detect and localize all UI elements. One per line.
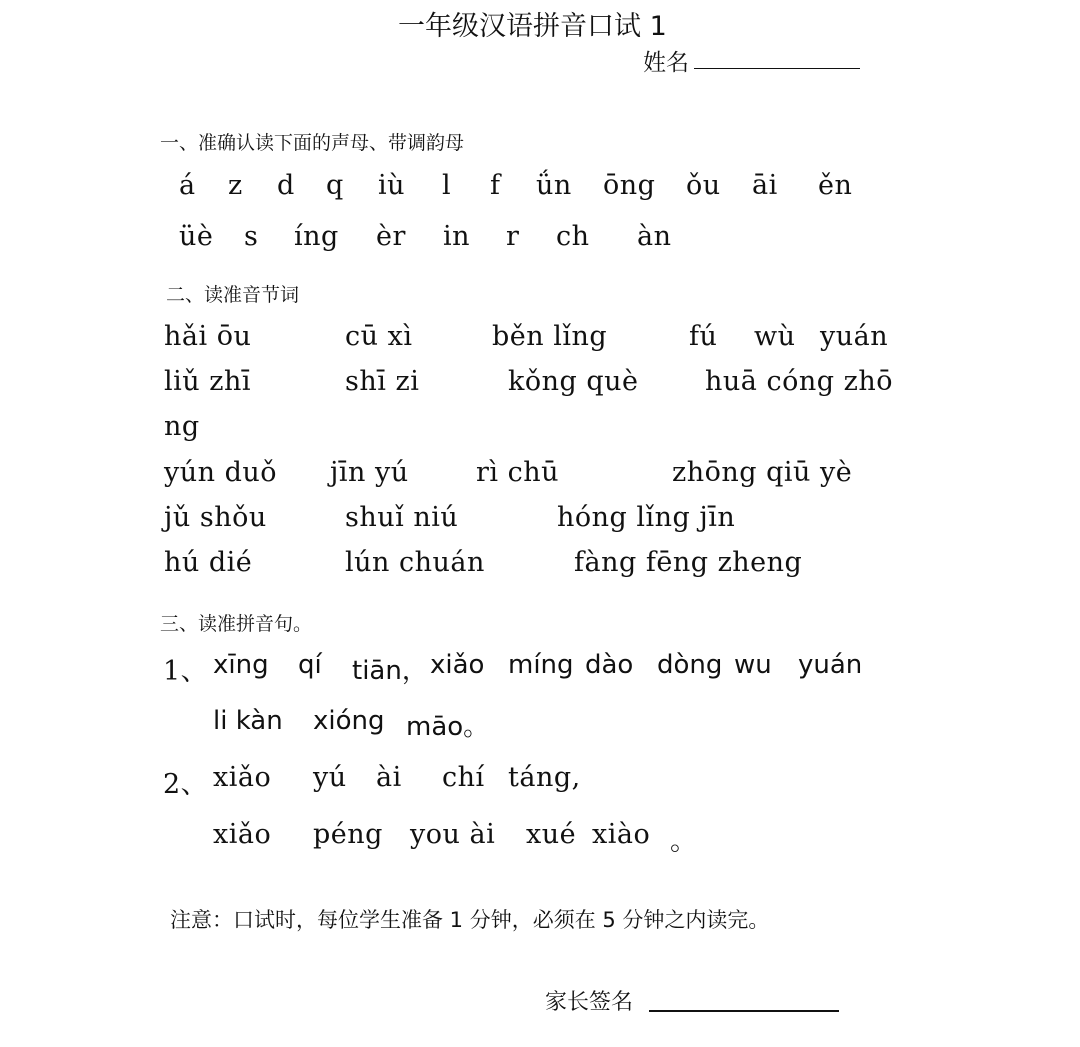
s1-r2-item: íng bbox=[294, 221, 339, 252]
s2-word: kǒng què bbox=[508, 366, 639, 397]
s3-syllable: xiǎo bbox=[430, 650, 485, 680]
s3-syllable: dào bbox=[585, 650, 634, 680]
s3-syllable: xióng bbox=[313, 706, 385, 736]
s2-word: liǔ zhī bbox=[164, 366, 251, 397]
s1-r1-item: l bbox=[442, 170, 452, 201]
s3-syllable: chí bbox=[442, 762, 485, 793]
s1-r2-item: in bbox=[443, 221, 471, 252]
section3-heading: 三、读准拼音句。 bbox=[160, 613, 313, 635]
s1-r1-item: á bbox=[179, 170, 196, 201]
s3-syllable: xiào bbox=[592, 819, 651, 850]
s2-word: lún chuán bbox=[345, 547, 485, 578]
s2-word: shuǐ niú bbox=[345, 502, 459, 533]
page-title: 一年级汉语拼音口试 1 bbox=[398, 11, 667, 42]
s3-syllable: tiān， bbox=[352, 656, 428, 686]
parent-sign-blank-line bbox=[649, 1010, 839, 1012]
s3-syllable: xiǎo bbox=[213, 762, 272, 793]
section1-heading: 一、准确认读下面的声母、带调韵母 bbox=[160, 132, 465, 154]
s1-r2-item: èr bbox=[376, 221, 406, 252]
s1-r2-item: r bbox=[506, 221, 520, 252]
s3-syllable: yuán bbox=[798, 650, 863, 680]
s1-r1-item: f bbox=[490, 170, 501, 201]
s1-r1-item: iù bbox=[378, 170, 406, 201]
s2-word: wù bbox=[754, 321, 796, 352]
s2-word: ng bbox=[164, 411, 200, 442]
s2-word: huā cóng zhō bbox=[705, 366, 893, 397]
s2-word: jīn yú bbox=[330, 457, 409, 488]
s3-syllable: táng, bbox=[508, 762, 581, 793]
s2-word: shī zi bbox=[345, 366, 420, 397]
s3-syllable: xué bbox=[526, 819, 577, 850]
name-blank-line bbox=[694, 68, 860, 69]
s2-word: cū xì bbox=[345, 321, 413, 352]
s2-word: yuán bbox=[820, 321, 889, 352]
s1-r1-item: ěn bbox=[818, 170, 853, 201]
s2-word: hǎi ōu bbox=[164, 321, 252, 352]
s2-word: fú bbox=[689, 321, 718, 352]
s1-r1-item: ǒu bbox=[686, 170, 721, 201]
s2-word: zhōng qiū yè bbox=[672, 457, 853, 488]
sentence-1-number: 1、 bbox=[163, 656, 209, 687]
s1-r2-item: üè bbox=[179, 221, 214, 252]
s1-r1-item: āi bbox=[752, 170, 778, 201]
s3-syllable: xiǎo bbox=[213, 819, 272, 850]
sentence-2-number: 2、 bbox=[163, 769, 209, 800]
s1-r1-item: ōng bbox=[603, 170, 656, 201]
s3-syllable: yú bbox=[313, 762, 347, 793]
s2-word: běn lǐng bbox=[492, 321, 608, 352]
s1-r2-item: àn bbox=[637, 221, 672, 252]
s3-syllable: li kàn bbox=[213, 706, 283, 736]
s1-r1-item: q bbox=[326, 170, 344, 201]
parent-sign-label: 家长签名 bbox=[545, 990, 634, 1015]
s1-r2-item: ch bbox=[556, 221, 590, 252]
s3-syllable: míng bbox=[508, 650, 574, 680]
s3-syllable: péng bbox=[313, 819, 383, 850]
s3-syllable: ài bbox=[376, 762, 402, 793]
s2-word: hóng lǐng jīn bbox=[557, 502, 736, 533]
s3-syllable: qí bbox=[298, 650, 322, 680]
s2-word: rì chū bbox=[476, 457, 560, 488]
section2-heading: 二、读准音节词 bbox=[166, 284, 300, 306]
s1-r2-item: s bbox=[244, 221, 259, 252]
name-label: 姓名 bbox=[643, 50, 689, 76]
s3-syllable: xīng bbox=[213, 650, 269, 680]
s3-syllable: dòng bbox=[657, 650, 723, 680]
s3-syllable: māo。 bbox=[406, 712, 490, 742]
note-text: 注意：口试时，每位学生准备 1 分钟，必须在 5 分钟之内读完。 bbox=[170, 908, 770, 932]
s3-syllable: you ài bbox=[410, 819, 496, 850]
s2-word: hú dié bbox=[164, 547, 253, 578]
s1-r1-item: z bbox=[228, 170, 243, 201]
s2-word: jǔ shǒu bbox=[164, 502, 267, 533]
s2-word: yún duǒ bbox=[164, 457, 278, 488]
s1-r1-item: d bbox=[277, 170, 295, 201]
s3-syllable: wu bbox=[734, 650, 772, 680]
s3-syllable: 。 bbox=[670, 826, 698, 857]
s2-word: fàng fēng zheng bbox=[574, 547, 803, 578]
s1-r1-item: ǘn bbox=[536, 170, 572, 201]
